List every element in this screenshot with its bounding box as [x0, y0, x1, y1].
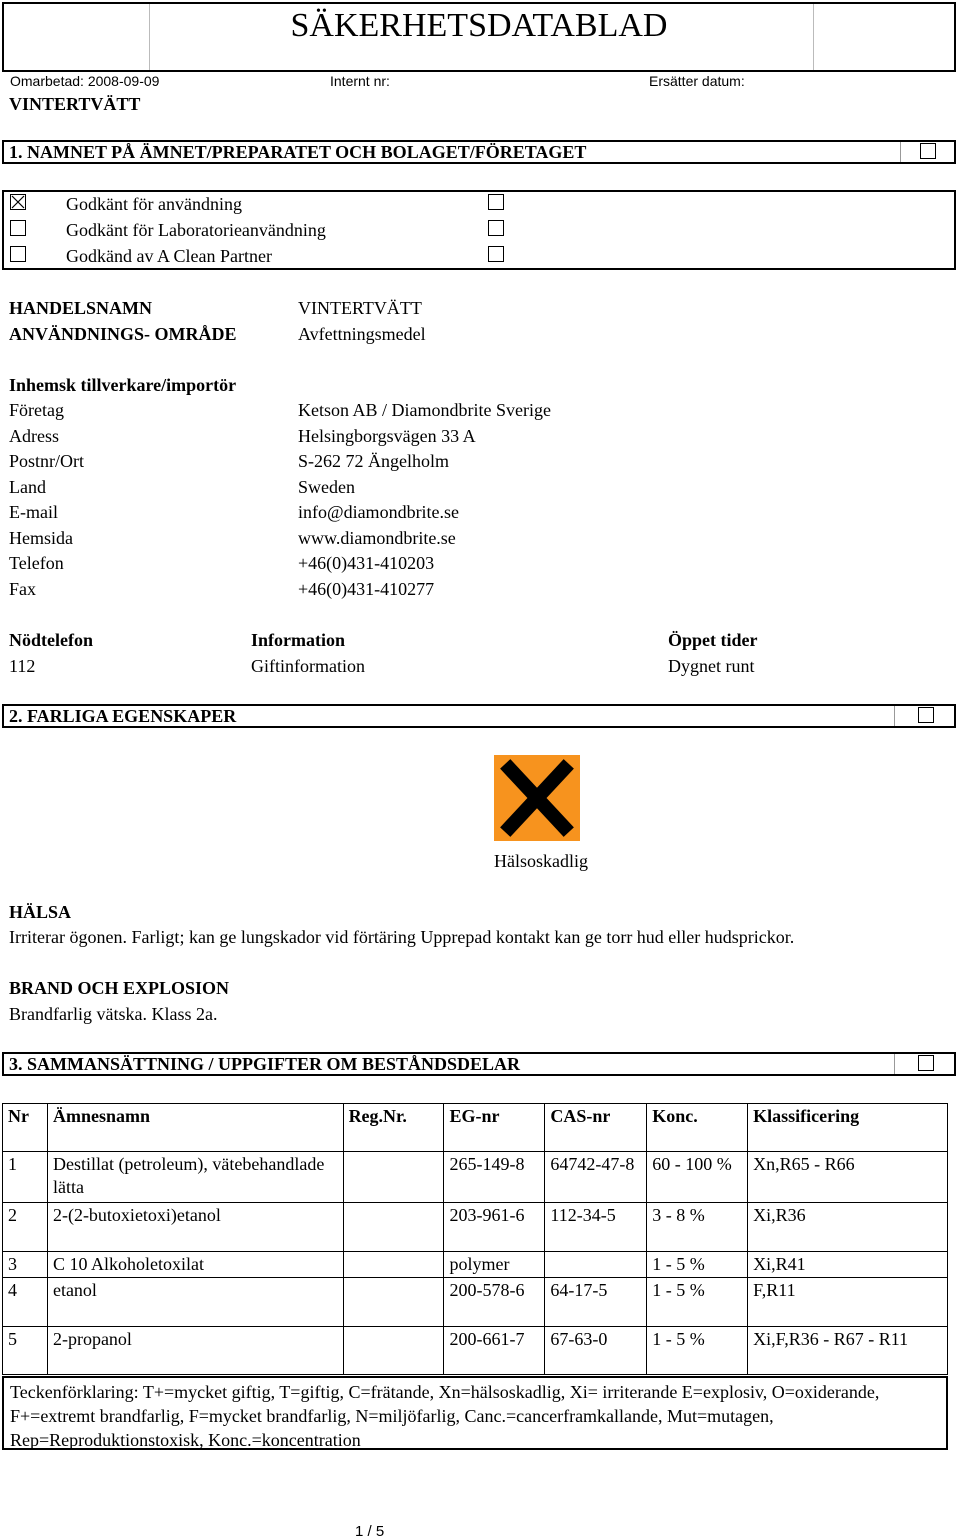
approval-right-checkbox-2[interactable] — [488, 220, 504, 236]
cell-class: Xn,R65 - R66 — [748, 1152, 948, 1203]
cell-nr: 5 — [3, 1327, 48, 1375]
approval-label-1: Godkänt för användning — [66, 194, 242, 214]
column-header-cas: CAS-nr — [545, 1104, 647, 1152]
cell-eg: polymer — [444, 1252, 545, 1278]
approval-checkbox-3[interactable] — [10, 246, 26, 262]
abbreviation-legend: Teckenförklaring: T+=mycket giftig, T=giftig, C=frätande, Xn=hälsoskadlig, Xi= irriterande E=explosiv, O=oxiderande, F+=extremt brandfarlig, F=mycket brandfarlig, N=miljöfarlig, Canc.=cancerframkallande, Mut=mutagen, Rep=Reproduktionstoxisk, Konc.=koncentration — [2, 1376, 948, 1450]
section-2-title: 2. FARLIGA EGENSKAPER — [9, 706, 237, 726]
section-2-header — [2, 704, 956, 728]
approval-right-checkbox-1[interactable] — [488, 194, 504, 210]
contact-value-phone: +46(0)431-410203 — [298, 553, 435, 573]
title-box — [2, 2, 956, 72]
replaces-date: Ersätter datum: — [649, 73, 745, 89]
page-number: 1 / 5 — [355, 1523, 385, 1540]
cell-cas: 64742-47-8 — [545, 1152, 647, 1203]
section-1-title: 1. NAMNET PÅ ÄMNET/PREPARATET OCH BOLAGET/FÖRETAGET — [9, 142, 587, 162]
trade-name-value: VINTERTVÄTT — [298, 298, 422, 318]
cell-eg: 265-149-8 — [444, 1152, 545, 1203]
table-row — [3, 1278, 948, 1327]
approval-label-3: Godkänd av A Clean Partner — [66, 246, 272, 266]
contact-value-address: Helsingborgsvägen 33 A — [298, 426, 476, 446]
table-row — [3, 1152, 948, 1203]
contact-value-company: Ketson AB / Diamondbrite Sverige — [298, 400, 551, 420]
approval-right-checkbox-3[interactable] — [488, 246, 504, 262]
product-name-top: VINTERTVÄTT — [9, 94, 141, 114]
column-header-reg: Reg.Nr. — [343, 1104, 444, 1152]
cell-reg — [343, 1203, 444, 1252]
section-1-header — [2, 140, 956, 164]
harmful-pictogram-icon — [494, 755, 580, 841]
cell-conc: 1 - 5 % — [647, 1252, 748, 1278]
approval-checkbox-1[interactable] — [10, 194, 26, 210]
fire-text: Brandfarlig vätska. Klass 2a. — [9, 1004, 218, 1024]
contact-value-fax: +46(0)431-410277 — [298, 579, 435, 599]
table-row — [3, 1203, 948, 1252]
internal-number: Internt nr: — [330, 73, 390, 89]
cell-cas: 112-34-5 — [545, 1203, 647, 1252]
manufacturer-heading: Inhemsk tillverkare/importör — [9, 375, 237, 395]
table-row — [3, 1327, 948, 1375]
cell-name: 2-(2-butoxietoxi)etanol — [47, 1203, 343, 1252]
column-header-conc: Konc. — [647, 1104, 748, 1152]
cell-name: Destillat (petroleum), vätebehandlade lätta — [47, 1152, 343, 1203]
table-header-row — [3, 1104, 948, 1152]
cell-conc: 60 - 100 % — [647, 1152, 748, 1203]
contact-label-phone: Telefon — [9, 553, 64, 573]
column-header-class: Klassificering — [748, 1104, 948, 1152]
contact-label-company: Företag — [9, 400, 64, 420]
emergency-phone-label: Nödtelefon — [9, 630, 93, 650]
cell-class: Xi,F,R36 - R67 - R11 — [748, 1327, 948, 1375]
column-header-nr: Nr — [3, 1104, 48, 1152]
cell-cas: 67-63-0 — [545, 1327, 647, 1375]
document-title: SÄKERHETSDATABLAD — [290, 7, 668, 44]
health-text: Irriterar ögonen. Farligt; kan ge lungskador vid förtäring Upprepad kontakt kan ge torr hud eller hudsprickor. — [9, 927, 795, 947]
approval-checkbox-2[interactable] — [10, 220, 26, 236]
cell-class: F,R11 — [748, 1278, 948, 1327]
contact-label-country: Land — [9, 477, 46, 497]
cell-class: Xi,R41 — [748, 1252, 948, 1278]
cell-eg: 200-578-6 — [444, 1278, 545, 1327]
contact-label-postal: Postnr/Ort — [9, 451, 85, 471]
cell-name: 2-propanol — [47, 1327, 343, 1375]
table-row — [3, 1252, 948, 1278]
use-area-value: Avfettningsmedel — [298, 324, 426, 344]
column-header-eg: EG-nr — [444, 1104, 545, 1152]
section-1-checkbox[interactable] — [920, 143, 936, 159]
cell-nr: 3 — [3, 1252, 48, 1278]
section-3-checkbox[interactable] — [918, 1055, 934, 1071]
contact-value-email[interactable]: info@diamondbrite.se — [298, 502, 460, 522]
cell-class: Xi,R36 — [748, 1203, 948, 1252]
approval-box — [2, 190, 956, 270]
information-value: Giftinformation — [251, 656, 365, 676]
cell-reg — [343, 1327, 444, 1375]
opening-hours-value: Dygnet runt — [668, 656, 755, 676]
fire-heading: BRAND OCH EXPLOSION — [9, 978, 230, 998]
column-header-name: Ämnesnamn — [47, 1104, 343, 1152]
pictogram-caption: Hälsoskadlig — [494, 851, 588, 871]
emergency-phone-value: 112 — [9, 656, 36, 676]
use-area-label: ANVÄNDNINGS- OMRÅDE — [9, 324, 237, 344]
cell-nr: 1 — [3, 1152, 48, 1203]
cell-name: etanol — [47, 1278, 343, 1327]
cell-name: C 10 Alkoholetoxilat — [47, 1252, 343, 1278]
contact-label-website: Hemsida — [9, 528, 73, 548]
cell-eg: 203-961-6 — [444, 1203, 545, 1252]
cell-nr: 4 — [3, 1278, 48, 1327]
contact-value-postal: S-262 72 Ängelholm — [298, 451, 449, 471]
cell-reg — [343, 1252, 444, 1278]
trade-name-label: HANDELSNAMN — [9, 298, 153, 318]
cell-cas: 64-17-5 — [545, 1278, 647, 1327]
cell-eg: 200-661-7 — [444, 1327, 545, 1375]
revised-date: Omarbetad: 2008-09-09 — [10, 73, 160, 89]
cell-conc: 1 - 5 % — [647, 1278, 748, 1327]
cell-reg — [343, 1278, 444, 1327]
contact-label-fax: Fax — [9, 579, 36, 599]
section-3-header — [2, 1052, 956, 1076]
cell-conc: 1 - 5 % — [647, 1327, 748, 1375]
cell-conc: 3 - 8 % — [647, 1203, 748, 1252]
section-2-checkbox[interactable] — [918, 707, 934, 723]
cell-nr: 2 — [3, 1203, 48, 1252]
composition-table — [2, 1103, 948, 1375]
opening-hours-label: Öppet tider — [668, 630, 758, 650]
cell-reg — [343, 1152, 444, 1203]
cell-cas — [545, 1252, 647, 1278]
contact-label-address: Adress — [9, 426, 59, 446]
contact-value-country: Sweden — [298, 477, 355, 497]
health-heading: HÄLSA — [9, 902, 72, 922]
contact-label-email: E-mail — [9, 502, 58, 522]
approval-label-2: Godkänt för Laboratorieanvändning — [66, 220, 326, 240]
contact-value-website[interactable]: www.diamondbrite.se — [298, 528, 456, 548]
section-3-title: 3. SAMMANSÄTTNING / UPPGIFTER OM BESTÅNDSDELAR — [9, 1054, 521, 1074]
information-label: Information — [251, 630, 345, 650]
